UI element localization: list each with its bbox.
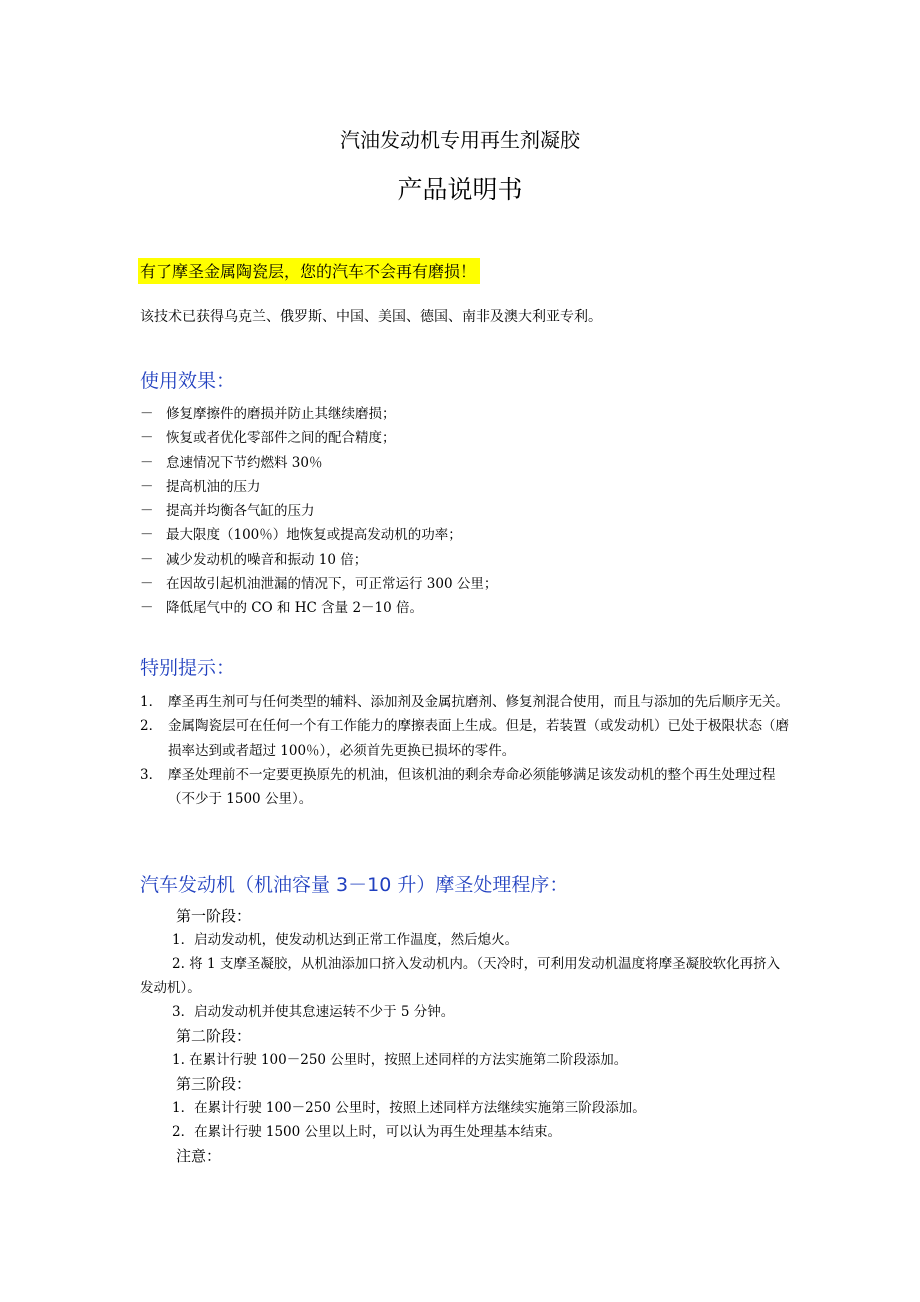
list-item: － 在因故引起机油泄漏的情况下，可正常运行 300 公里；	[140, 576, 498, 593]
document-title: 汽油发动机专用再生剂凝胶	[340, 128, 580, 152]
list-item: 2． 金属陶瓷层可在任何一个有工作能力的摩擦表面上生成。但是，若装置（或发动机）已处于极限状态（磨损率达到或者超过 100％），必须首先更换已损坏的零件。	[140, 718, 789, 759]
note-label: 注意：	[176, 1147, 222, 1165]
list-item: － 恢复或者优化零部件之间的配合精度；	[140, 430, 396, 447]
procedure-body	[140, 904, 788, 1168]
stage-label: 第三阶段：	[176, 1075, 252, 1093]
list-item: － 减少发动机的噪音和振动 10 倍；	[140, 551, 368, 568]
list-item: 1． 摩圣再生剂可与任何类型的辅料、添加剂及金属抗磨剂、修复剂混合使用，而且与添加的先后顺序无关。	[140, 694, 789, 710]
list-item: － 降低尾气中的 CO 和 HC 含量 2－10 倍。	[140, 600, 424, 617]
procedure-step: 1．在累计行驶 100－250 公里时，按照上述同样方法继续实施第三阶段添加。	[172, 1100, 646, 1116]
list-item: － 最大限度（100％）地恢复或提高发动机的功率；	[140, 527, 462, 544]
notes-list	[140, 690, 790, 811]
list-item: 3． 摩圣处理前不一定要更换原先的机油，但该机油的剩余寿命必须能够满足该发动机的整个再生处理过程（不少于 1500 公里）。	[140, 766, 776, 808]
procedure-step: 2. 将 1 支摩圣凝胶，从机油添加口挤入发动机内。（天冷时，可利用发动机温度将摩圣凝胶软化再挤入发动机）。	[140, 956, 781, 996]
stage-label: 第二阶段：	[176, 1027, 252, 1045]
effects-heading: 使用效果：	[140, 370, 236, 392]
patent-statement: 该技术已获得乌克兰、俄罗斯、中国、美国、德国、南非及澳大利亚专利。	[140, 309, 602, 325]
procedure-heading: 汽车发动机（机油容量 3－10 升）摩圣处理程序：	[140, 874, 569, 896]
stage-label: 第一阶段：	[176, 907, 252, 925]
procedure-step: 1. 在累计行驶 100－250 公里时，按照上述同样的方法实施第二阶段添加。	[172, 1052, 628, 1068]
procedure-step: 3．启动发动机并使其怠速运转不少于 5 分钟。	[172, 1004, 455, 1020]
procedure-step: 2．在累计行驶 1500 公里以上时，可以认为再生处理基本结束。	[172, 1124, 562, 1140]
list-item: － 怠速情况下节约燃料 30％	[140, 454, 323, 471]
document-subtitle: 产品说明书	[397, 175, 523, 204]
notes-heading: 特别提示：	[140, 657, 236, 679]
list-item: － 提高并均衡各气缸的压力	[140, 503, 315, 520]
effects-list	[140, 402, 497, 621]
procedure-step: 1．启动发动机，使发动机达到正常工作温度，然后熄火。	[172, 932, 519, 948]
list-item: － 提高机油的压力	[140, 478, 261, 495]
highlighted-slogan: 有了摩圣金属陶瓷层，您的汽车不会再有磨损！	[138, 258, 480, 284]
list-item: － 修复摩擦件的磨损并防止其继续磨损；	[140, 406, 396, 422]
